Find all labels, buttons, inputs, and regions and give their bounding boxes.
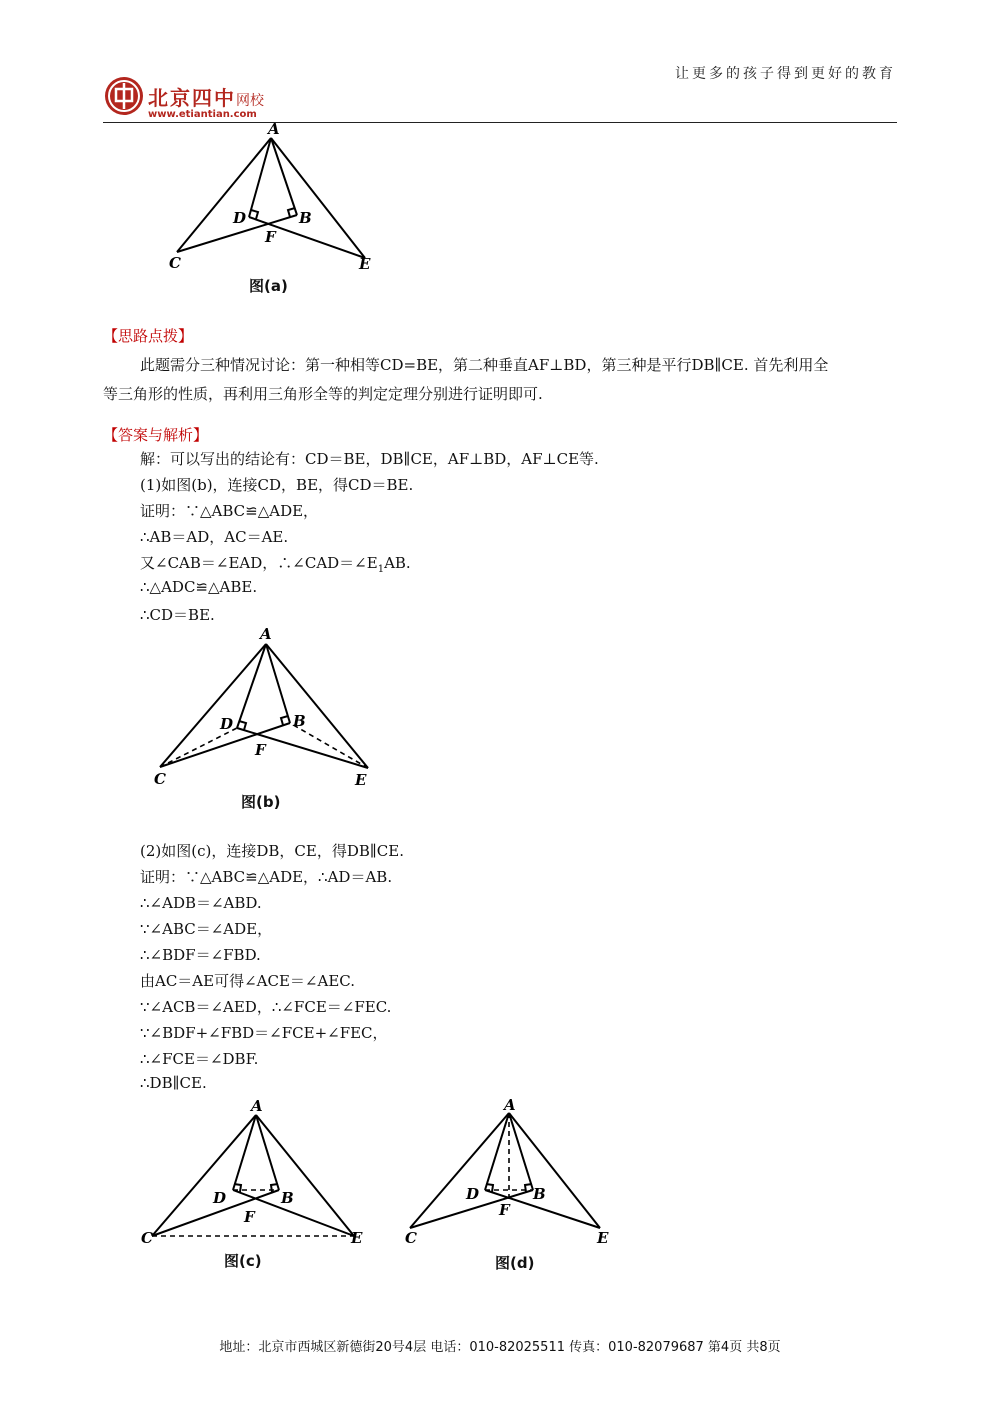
figure-d-caption: 图(d) bbox=[495, 1254, 535, 1272]
figure-a-caption: 图(a) bbox=[249, 277, 288, 295]
answer-line: (1)如图(b)，连接CD，BE，得CD＝BE. bbox=[140, 476, 414, 494]
fig-c-label-F: F bbox=[244, 1208, 255, 1226]
answer-line: 解：可以写出的结论有：CD＝BE，DB∥CE，AF⊥BD，AF⊥CE等. bbox=[140, 450, 599, 468]
fig-a-label-F: F bbox=[265, 228, 276, 246]
fig-a-label-E: E bbox=[359, 255, 371, 270]
fig-d-label-F: F bbox=[499, 1201, 510, 1219]
answer-text: AB. bbox=[384, 554, 411, 572]
fig-c-label-A: A bbox=[251, 1097, 263, 1115]
fig-b-label-A: A bbox=[260, 625, 272, 643]
figure-b-caption: 图(b) bbox=[241, 793, 281, 811]
hint-line-2: 等三角形的性质，再利用三角形全等的判定定理分别进行证明即可. bbox=[103, 385, 543, 403]
answer-line: 证明：∵△ABC≌△ADE，∴AD＝AB. bbox=[140, 868, 393, 886]
hint-title: 【思路点拨】 bbox=[103, 327, 194, 345]
fig-a-label-B: B bbox=[299, 209, 312, 227]
logo-url: www.etiantian.com bbox=[148, 109, 257, 120]
fig-d-label-C: C bbox=[405, 1229, 417, 1247]
fig-a-label-C: C bbox=[169, 254, 181, 270]
fig-b-label-B: B bbox=[293, 712, 306, 730]
figure-d-diagram bbox=[400, 1093, 620, 1253]
fig-c-label-C: C bbox=[141, 1229, 153, 1247]
answer-subscript: 1 bbox=[377, 564, 385, 575]
answer-line: 证明：∵△ABC≌△ADE， bbox=[140, 502, 319, 520]
answer-line: ∴∠BDF＝∠FBD. bbox=[140, 946, 261, 964]
answer-line: ∴△ADC≌△ABE. bbox=[140, 578, 258, 596]
figure-c-caption: 图(c) bbox=[224, 1252, 262, 1270]
answer-line: ∵∠ACB＝∠AED，∴∠FCE＝∠FEC. bbox=[140, 998, 392, 1016]
logo-icon bbox=[103, 75, 145, 121]
slogan: 让更多的孩子得到更好的教育 bbox=[675, 66, 896, 82]
fig-b-label-D: D bbox=[220, 715, 234, 733]
fig-c-label-E: E bbox=[351, 1229, 363, 1247]
fig-a-label-A: A bbox=[268, 120, 280, 138]
figure-c-diagram bbox=[137, 1095, 377, 1255]
hint-line-1: 此题需分三种情况讨论：第一种相等CD=BE，第二种垂直AF⊥BD，第三种是平行DB∥CE. 首先利用全 bbox=[140, 356, 829, 374]
figure-d bbox=[400, 1093, 620, 1257]
answer-line: ∴∠ADB＝∠ABD. bbox=[140, 894, 262, 912]
figure-a-diagram bbox=[165, 120, 385, 270]
answer-text: 又∠CAB＝∠EAD，∴∠CAD＝∠E bbox=[140, 554, 378, 572]
figure-b-diagram bbox=[150, 622, 390, 792]
figure-a bbox=[165, 120, 385, 274]
fig-b-label-F: F bbox=[255, 741, 266, 759]
fig-d-label-A: A bbox=[504, 1096, 516, 1114]
fig-d-label-E: E bbox=[597, 1229, 609, 1247]
answer-line: ∵∠ABC＝∠ADE， bbox=[140, 920, 273, 938]
figure-c bbox=[137, 1095, 377, 1259]
answer-title: 【答案与解析】 bbox=[103, 426, 209, 444]
answer-line bbox=[140, 552, 411, 575]
fig-a-label-D: D bbox=[233, 209, 247, 227]
answer-line: ∴DB∥CE. bbox=[140, 1074, 207, 1092]
fig-c-label-D: D bbox=[213, 1189, 227, 1207]
answer-line: ∴AB＝AD，AC＝AE. bbox=[140, 528, 289, 546]
fig-d-label-D: D bbox=[466, 1185, 480, 1203]
logo-name: 北京四中 bbox=[148, 86, 236, 110]
answer-line: (2)如图(c)，连接DB，CE，得DB∥CE. bbox=[140, 842, 405, 860]
answer-line: ∵∠BDF+∠FBD＝∠FCE+∠FEC， bbox=[140, 1024, 388, 1042]
hint-body bbox=[103, 351, 903, 409]
fig-c-label-B: B bbox=[281, 1189, 294, 1207]
answer-line: 由AC＝AE可得∠ACE＝∠AEC. bbox=[140, 972, 355, 990]
logo-text bbox=[148, 82, 264, 120]
answer-line: ∴CD＝BE. bbox=[140, 606, 215, 624]
logo-sub: 网校 bbox=[236, 93, 264, 109]
fig-b-label-C: C bbox=[154, 770, 166, 788]
fig-d-label-B: B bbox=[533, 1185, 546, 1203]
figure-b bbox=[150, 622, 390, 796]
fig-b-label-E: E bbox=[355, 771, 367, 789]
answer-line: ∴∠FCE＝∠DBF. bbox=[140, 1050, 259, 1068]
page-footer: 地址：北京市西城区新德街20号4层 电话：010-82025511 传真：010-82079687 第4页 共8页 bbox=[219, 1340, 781, 1355]
